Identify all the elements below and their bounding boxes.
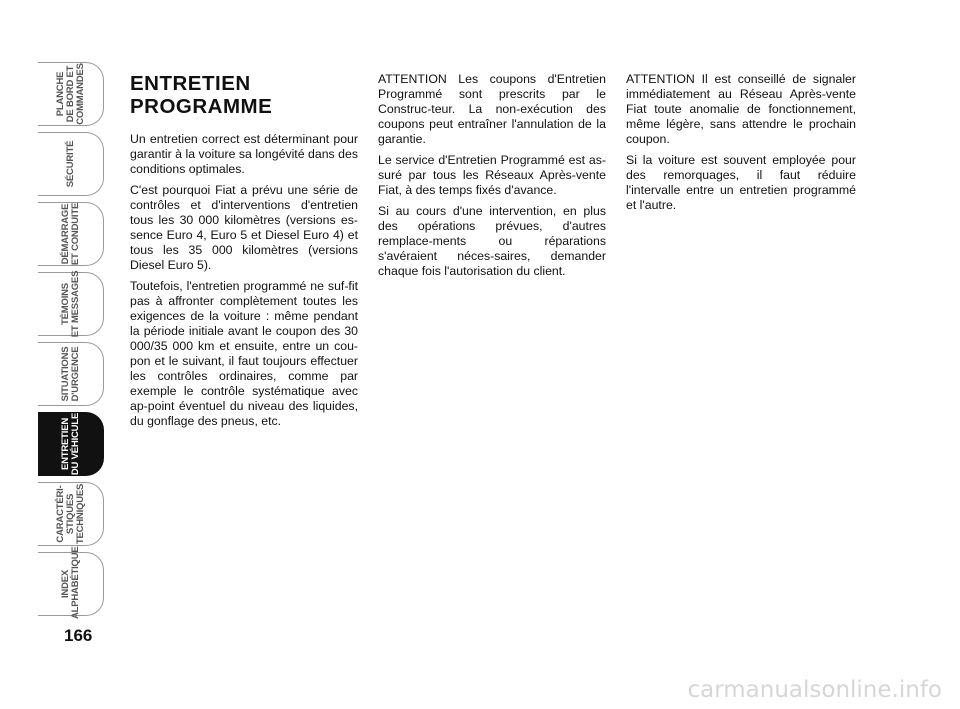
tab-demarrage[interactable] (38, 202, 104, 266)
tab-label: INDEX ALPHABÉTIQUE (59, 546, 81, 619)
warning-paragraph: ATTENTION Les coupons d'Entretien Programmé sont prescrits par le Construc-teur. La non-exécution des coupons peut entraîner l'annulation de la garantie. (378, 72, 606, 146)
tab-entretien-active[interactable] (38, 412, 104, 476)
column-3 (626, 72, 856, 219)
tab-planche-de-bord[interactable] (38, 62, 104, 126)
tab-label: SITUATIONS D'URGENCE (59, 346, 81, 402)
chapter-tabs (38, 62, 106, 620)
tab-label: TÉMOINS ET MESSAGES (59, 270, 81, 338)
column-2 (378, 72, 606, 285)
warning-paragraph: ATTENTION Il est conseillé de signaler immédiatement au Réseau Après-vente Fiat toute anomalie de fonctionnement, même légère, sans attendre le prochain coupon. (626, 72, 856, 146)
section-title: ENTRETIEN PROGRAMME (130, 72, 273, 118)
tab-securite[interactable] (38, 132, 104, 196)
tab-label: ENTRETIEN DU VÉHICULE (59, 412, 81, 476)
paragraph: Si la voiture est souvent employée pour des remorquages, il faut réduire l'intervalle entre un entretien programmé et l'autre. (626, 153, 856, 212)
paragraph: Si au cours d'une intervention, en plus des opérations prévues, d'autres remplace-ments ou réparations s'avéraient néces-saires, demander chaque fois l'autorisation du client. (378, 204, 606, 278)
column-1 (130, 72, 358, 435)
paragraph: Le service d'Entretien Programmé est as-suré par tous les Réseaux Après-vente Fiat, à des temps fixés d'avance. (378, 153, 606, 197)
tab-label: CARACTÉRI- STIQUES TECHNIQUES (54, 483, 86, 545)
paragraph: Toutefois, l'entretien programmé ne suf-fit pas à affronter complètement toutes les exigences de la voiture : même pendant la période initiale avant le coupon des 30 000/35 000 km et ensuite, entre un cou-pon et le suivant, il faut toujours effectuer les contrôles ordinaires, comme par exemple le contrôle systématique avec ap-point éventuel du niveau des liquides, du gonflage des pneus, etc. (130, 279, 358, 428)
tab-label: DÉMARRAGE ET CONDUITE (59, 202, 81, 266)
tab-caracteristiques[interactable] (38, 482, 104, 546)
page-number: 166 (64, 626, 93, 645)
paragraph: C'est pourquoi Fiat a prévu une série de contrôles et d'interventions d'entretien tous les 30 000 kilomètres (versions es-sence Euro 4, Euro 5 et Diesel Euro 4) et tous les 35 000 kilomètres (versions Diesel Euro 5). (130, 183, 358, 272)
tab-situations-urgence[interactable] (38, 342, 104, 406)
paragraph: Un entretien correct est déterminant pour garantir à la voiture sa longévité dans des conditions optimales. (130, 132, 358, 176)
tab-label: SÉCURITÉ (64, 140, 76, 188)
watermark: carmanualsonline.info (687, 677, 942, 703)
tab-index[interactable] (38, 546, 104, 619)
tab-temoins[interactable] (38, 272, 104, 336)
tab-label: PLANCHE DE BORD ET COMMANDES (54, 63, 86, 125)
